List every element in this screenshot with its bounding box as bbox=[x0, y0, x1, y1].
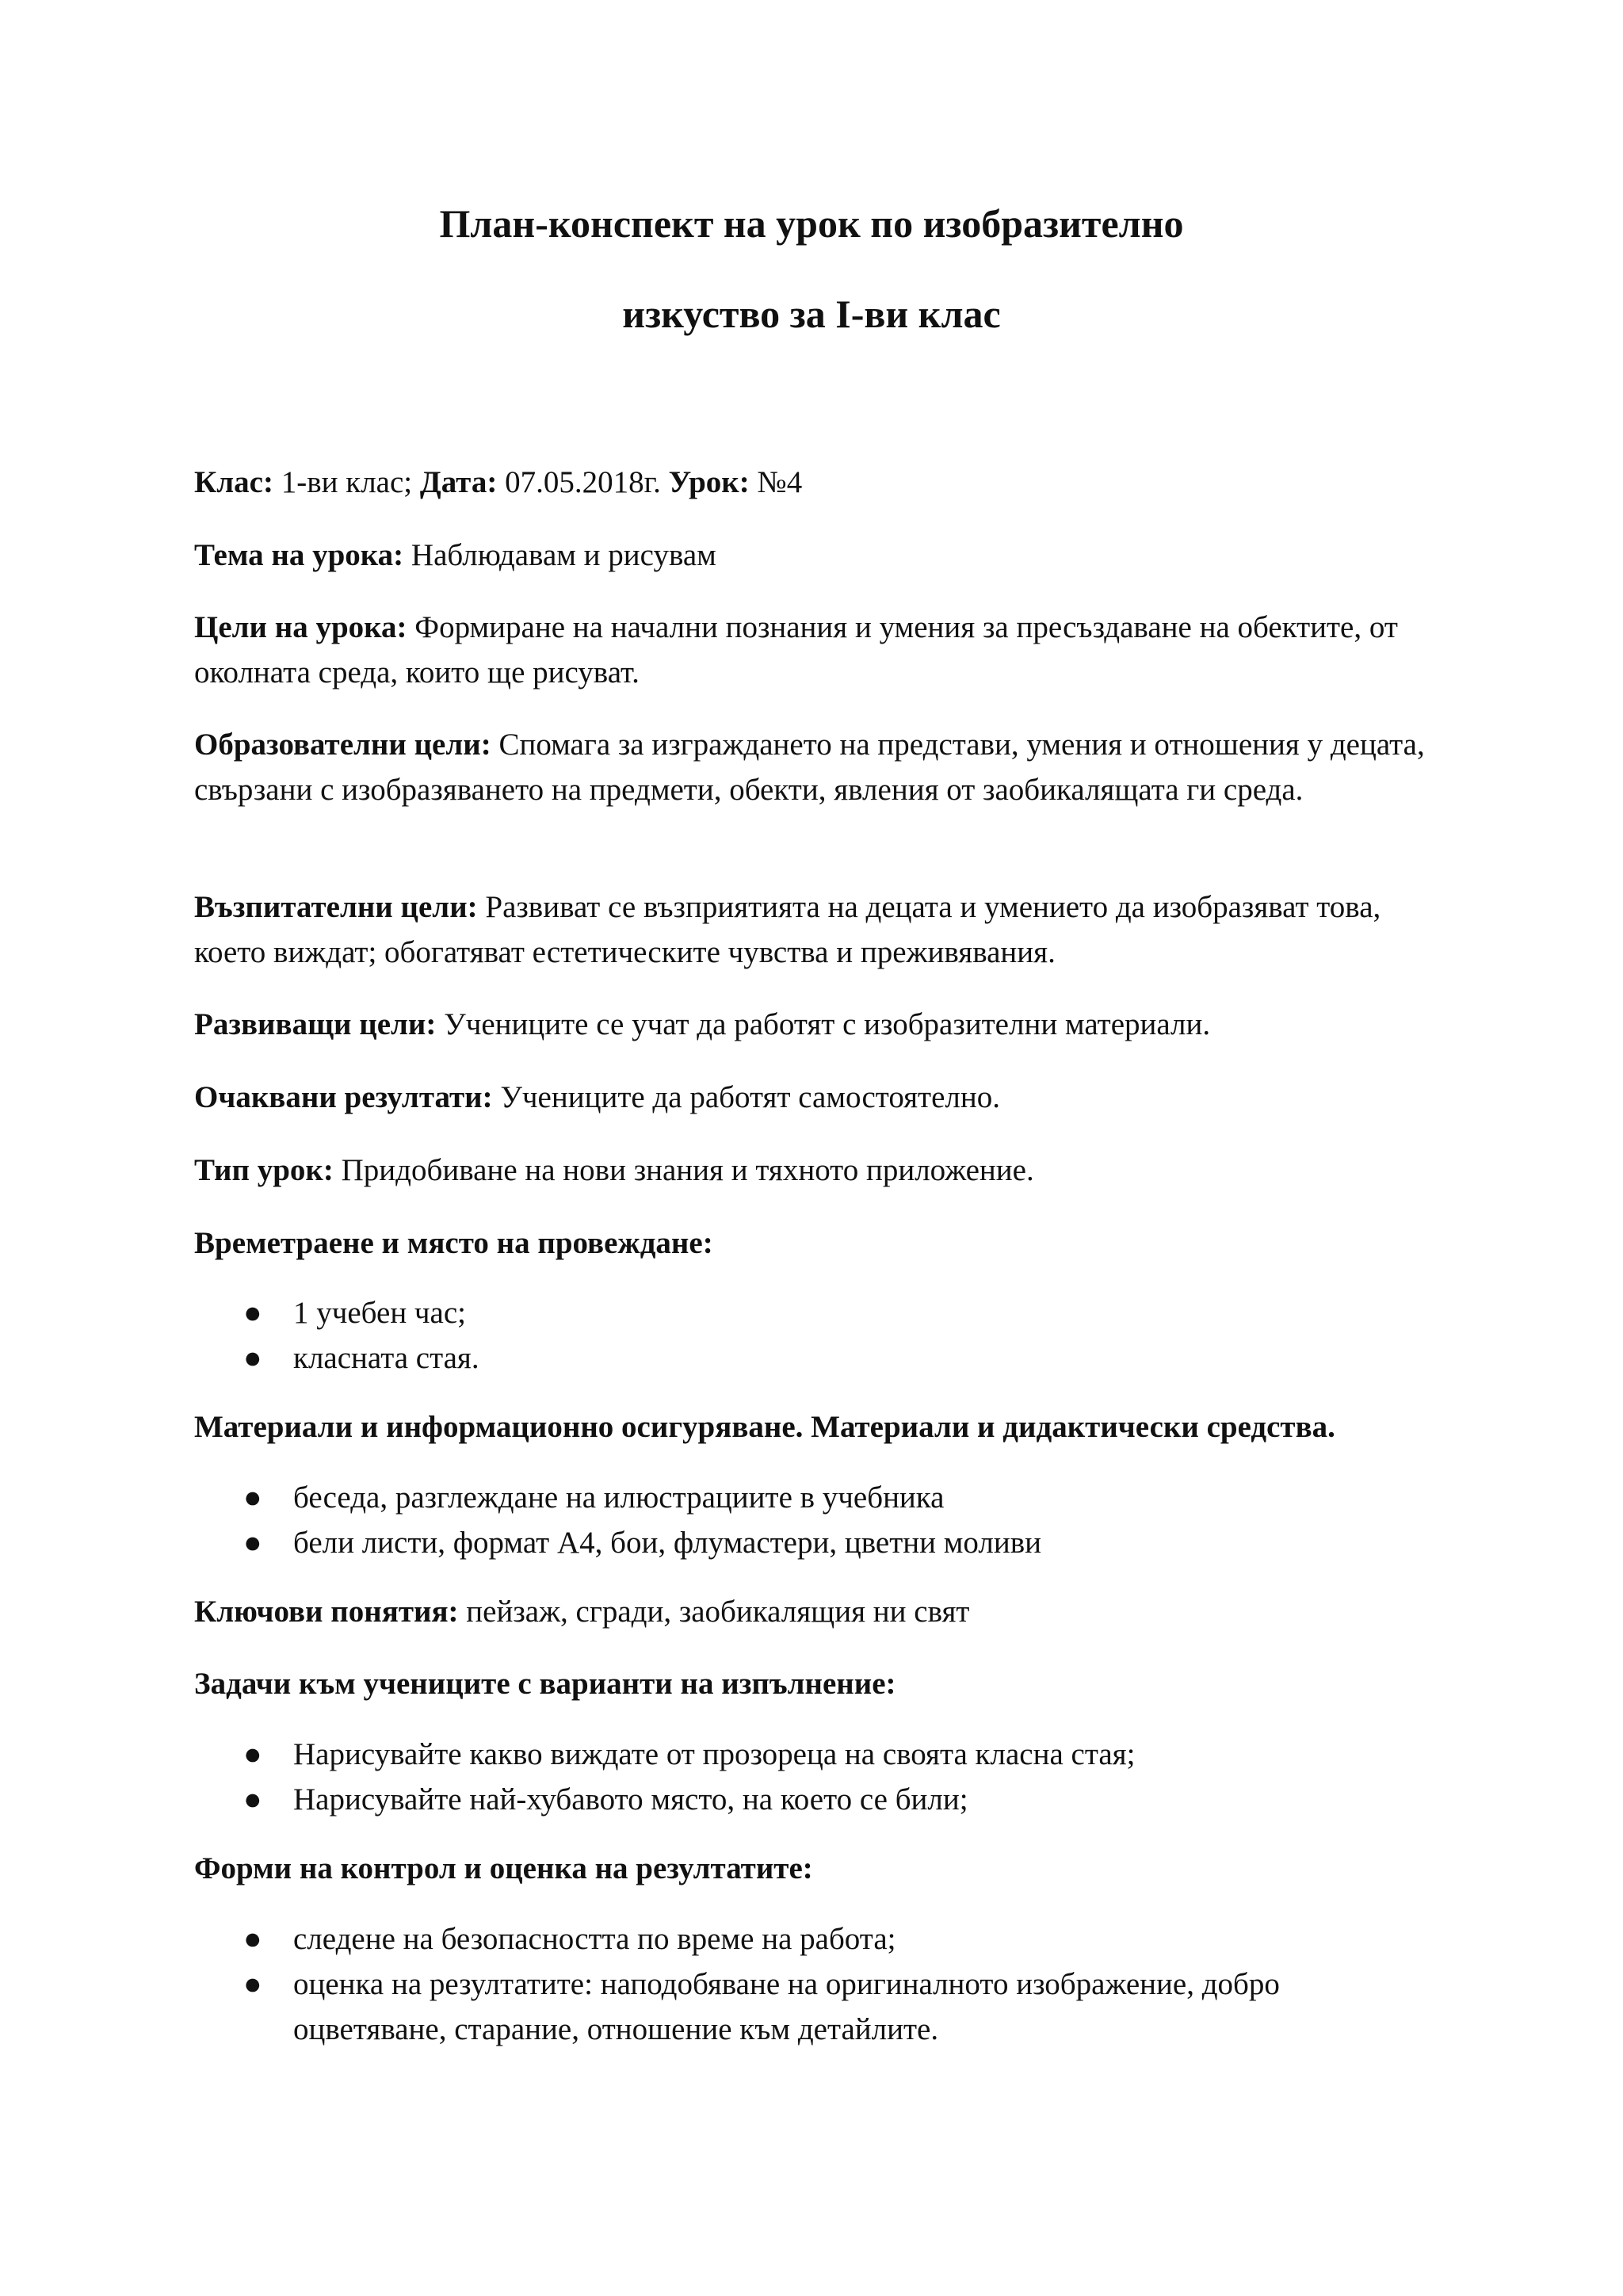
educational-goals-text: Спомага за изграждането на представи, умения и отношения у децата, свързани с изобразяването на предмети, обекти, явления от заобикалящата ги среда. bbox=[194, 728, 1425, 807]
list-item-text: Нарисувайте какво виждате от прозореца на своята класна стая; bbox=[293, 1737, 1136, 1771]
bullet-icon: ● bbox=[243, 1922, 262, 1956]
list-item bbox=[194, 1335, 1438, 1381]
list-item bbox=[194, 1732, 1438, 1777]
expected-results-text: Учениците да работят самостоятелно. bbox=[492, 1080, 1000, 1114]
assessment-heading bbox=[194, 1846, 1438, 1891]
topic-text: Наблюдавам и рисувам bbox=[403, 538, 716, 572]
bullet-icon: ● bbox=[243, 1967, 262, 2001]
expected-results-label: Очаквани резултати: bbox=[194, 1080, 493, 1114]
tasks-heading bbox=[194, 1661, 1438, 1706]
list-item bbox=[194, 1962, 1438, 2052]
date-label: Дата: bbox=[419, 465, 498, 499]
educational-goals-paragraph bbox=[194, 722, 1438, 812]
bullet-icon: ● bbox=[243, 1526, 262, 1560]
duration-list bbox=[194, 1290, 1438, 1381]
class-label: Клас: bbox=[194, 465, 273, 499]
class-value: 1-ви клас; bbox=[273, 465, 420, 499]
lesson-value: №4 bbox=[749, 465, 803, 499]
assessment-label: Форми на контрол и оценка на резултатите: bbox=[194, 1851, 813, 1885]
list-item bbox=[194, 1290, 1438, 1335]
materials-label: Материали и информационно осигуряване. Материали и дидактически средства. bbox=[194, 1410, 1335, 1444]
bullet-icon: ● bbox=[243, 1296, 262, 1330]
list-item bbox=[194, 1916, 1438, 1962]
list-item bbox=[194, 1777, 1438, 1822]
duration-label: Времетраене и място на провеждане: bbox=[194, 1226, 713, 1260]
key-concepts-paragraph bbox=[194, 1589, 1438, 1634]
materials-heading bbox=[194, 1404, 1438, 1450]
topic-label: Тема на урока: bbox=[194, 538, 404, 572]
list-item-text: бели листи, формат А4, бои, флумастери, цветни моливи bbox=[293, 1526, 1042, 1560]
lesson-type-paragraph bbox=[194, 1148, 1438, 1193]
list-item-text: беседа, разглеждане на илюстрациите в учебника bbox=[293, 1480, 945, 1515]
upbringing-goals-text: Развиват се възприятията на децата и умението да изобразяват това, което виждат; обогатяват естетическите чувства и преживявания. bbox=[194, 890, 1381, 969]
list-item-text: класната стая. bbox=[293, 1341, 479, 1375]
list-item-text: оценка на резултатите: наподобяване на оригиналното изображение, добро оцветяване, старание, отношение към детайлите. bbox=[293, 1967, 1280, 2046]
document-title-line-1: План-конспект на урок по изобразително bbox=[439, 201, 1184, 246]
goals-label: Цели на урока: bbox=[194, 610, 407, 644]
bullet-icon: ● bbox=[243, 1480, 262, 1515]
tasks-label: Задачи към учениците с варианти на изпълнение: bbox=[194, 1667, 896, 1701]
date-value: 07.05.2018г. bbox=[497, 465, 669, 499]
list-item-text: следене на безопасността по време на работа; bbox=[293, 1922, 896, 1956]
developing-goals-label: Развиващи цели: bbox=[194, 1007, 437, 1041]
developing-goals-text: Учениците се учат да работят с изобразителни материали. bbox=[436, 1007, 1211, 1041]
lesson-type-text: Придобиване на нови знания и тяхното приложение. bbox=[333, 1153, 1034, 1187]
list-item bbox=[194, 1475, 1438, 1520]
goals-paragraph bbox=[194, 605, 1438, 695]
materials-list bbox=[194, 1475, 1438, 1565]
list-item bbox=[194, 1520, 1438, 1565]
lesson-label: Урок: bbox=[668, 465, 750, 499]
developing-goals-paragraph bbox=[194, 1002, 1438, 1047]
goals-text: Формиране на начални познания и умения за пресъздаване на обектите, от околната среда, които ще рисуват. bbox=[194, 610, 1398, 690]
assessment-list bbox=[194, 1916, 1438, 2052]
list-item-text: 1 учебен час; bbox=[293, 1296, 467, 1330]
expected-results-paragraph bbox=[194, 1075, 1438, 1120]
bullet-icon: ● bbox=[243, 1782, 262, 1817]
upbringing-goals-paragraph bbox=[194, 884, 1438, 975]
bullet-icon: ● bbox=[243, 1341, 262, 1375]
key-concepts-text: пейзаж, сгради, заобикалящия ни свят bbox=[458, 1595, 970, 1629]
document-title-line-2: изкуство за I-ви клас bbox=[622, 292, 1001, 336]
list-item-text: Нарисувайте най-хубавото място, на което се били; bbox=[293, 1782, 968, 1817]
class-date-lesson-line bbox=[194, 460, 1438, 505]
educational-goals-label: Образователни цели: bbox=[194, 728, 491, 762]
upbringing-goals-label: Възпитателни цели: bbox=[194, 890, 478, 924]
lesson-type-label: Тип урок: bbox=[194, 1153, 334, 1187]
tasks-list bbox=[194, 1732, 1438, 1822]
topic-paragraph bbox=[194, 533, 1438, 578]
duration-heading bbox=[194, 1221, 1438, 1266]
bullet-icon: ● bbox=[243, 1737, 262, 1771]
key-concepts-label: Ключови понятия: bbox=[194, 1595, 459, 1629]
